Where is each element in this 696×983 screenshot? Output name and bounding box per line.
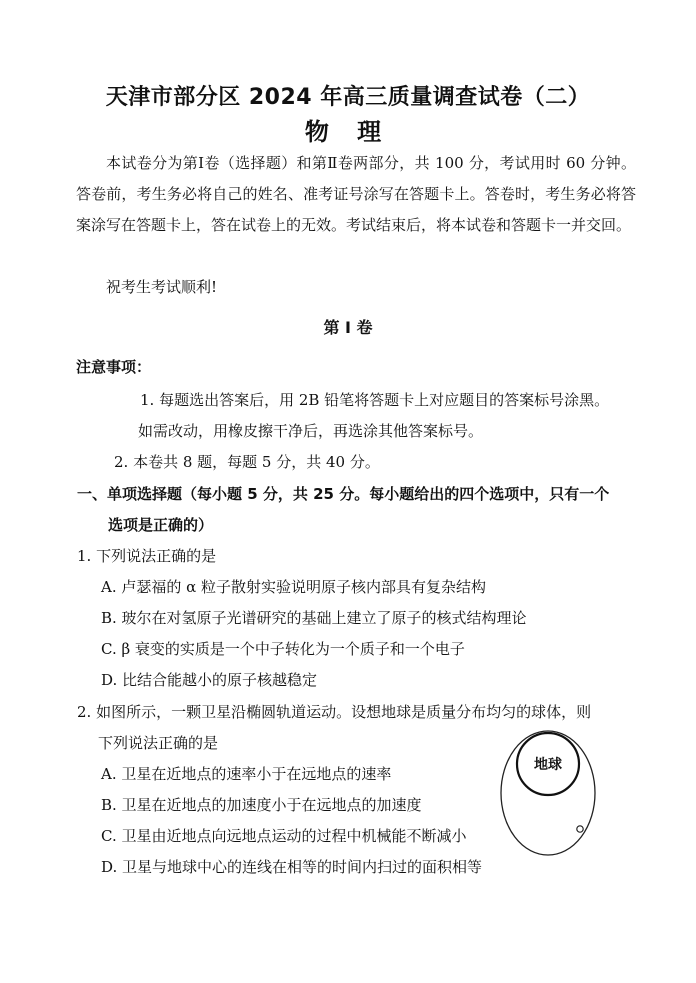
good-luck-text: 祝考生考试顺利! <box>106 278 218 296</box>
question-2-option-b: B. 卫星在近地点的加速度小于在远地点的加速度 <box>101 796 422 814</box>
question-2-stem-line-2: 下列说法正确的是 <box>98 734 219 752</box>
volume-heading: 第 Ⅰ 卷 <box>323 318 373 337</box>
notice-item-1-line-1: 1. 每题选出答案后，用 2B 铅笔将答题卡上对应题目的答案标号涂黑。 <box>140 391 610 409</box>
question-2-option-d: D. 卫星与地球中心的连线在相等的时间内扫过的面积相等 <box>101 858 483 876</box>
question-2-option-a: A. 卫星在近地点的速率小于在远地点的速率 <box>101 765 392 783</box>
question-2-stem-line-1: 2. 如图所示，一颗卫星沿椭圆轨道运动。设想地球是质量分布均匀的球体，则 <box>77 703 592 721</box>
question-2-option-c: C. 卫星由近地点向远地点运动的过程中机械能不断减小 <box>101 827 467 845</box>
notice-item-2: 2. 本卷共 8 题，每题 5 分，共 40 分。 <box>114 453 380 471</box>
question-1-option-c: C. β 衰变的实质是一个中子转化为一个质子和一个电子 <box>101 640 465 658</box>
exam-title: 天津市部分区 2024 年高三质量调查试卷（二） <box>105 85 591 110</box>
section-heading-line-1: 一、单项选择题（每小题 5 分，共 25 分。每小题给出的四个选项中，只有一个 <box>77 485 610 503</box>
section-heading-line-2: 选项是正确的） <box>108 516 214 534</box>
satellite-icon <box>577 826 583 832</box>
notice-heading: 注意事项： <box>76 358 152 376</box>
question-1-option-a: A. 卢瑟福的 α 粒子散射实验说明原子核内部具有复杂结构 <box>101 578 487 596</box>
notice-item-1-line-2: 如需改动，用橡皮擦干净后，再选涂其他答案标号。 <box>138 422 484 440</box>
satellite-orbit-diagram <box>498 728 598 858</box>
subject-title: 物 理 <box>304 118 392 146</box>
question-1-option-d: D. 比结合能越小的原子核越稳定 <box>101 671 318 689</box>
earth-label: 地球 <box>534 757 562 773</box>
intro-paragraph: 本试卷分为第Ⅰ卷（选择题）和第Ⅱ卷两部分，共 100 分，考试用时 60 分钟。答卷前，考生务必将自己的姓名、准考证号涂写在答题卡上。答卷时，考生务必将答案涂写在答题卡上，答在试卷上的无效。考试结束后，将本试卷和答题卡一并交回。 <box>76 154 636 234</box>
question-1-stem: 1. 下列说法正确的是 <box>77 547 217 565</box>
question-1-option-b: B. 玻尔在对氢原子光谱研究的基础上建立了原子的核式结构理论 <box>101 609 527 627</box>
